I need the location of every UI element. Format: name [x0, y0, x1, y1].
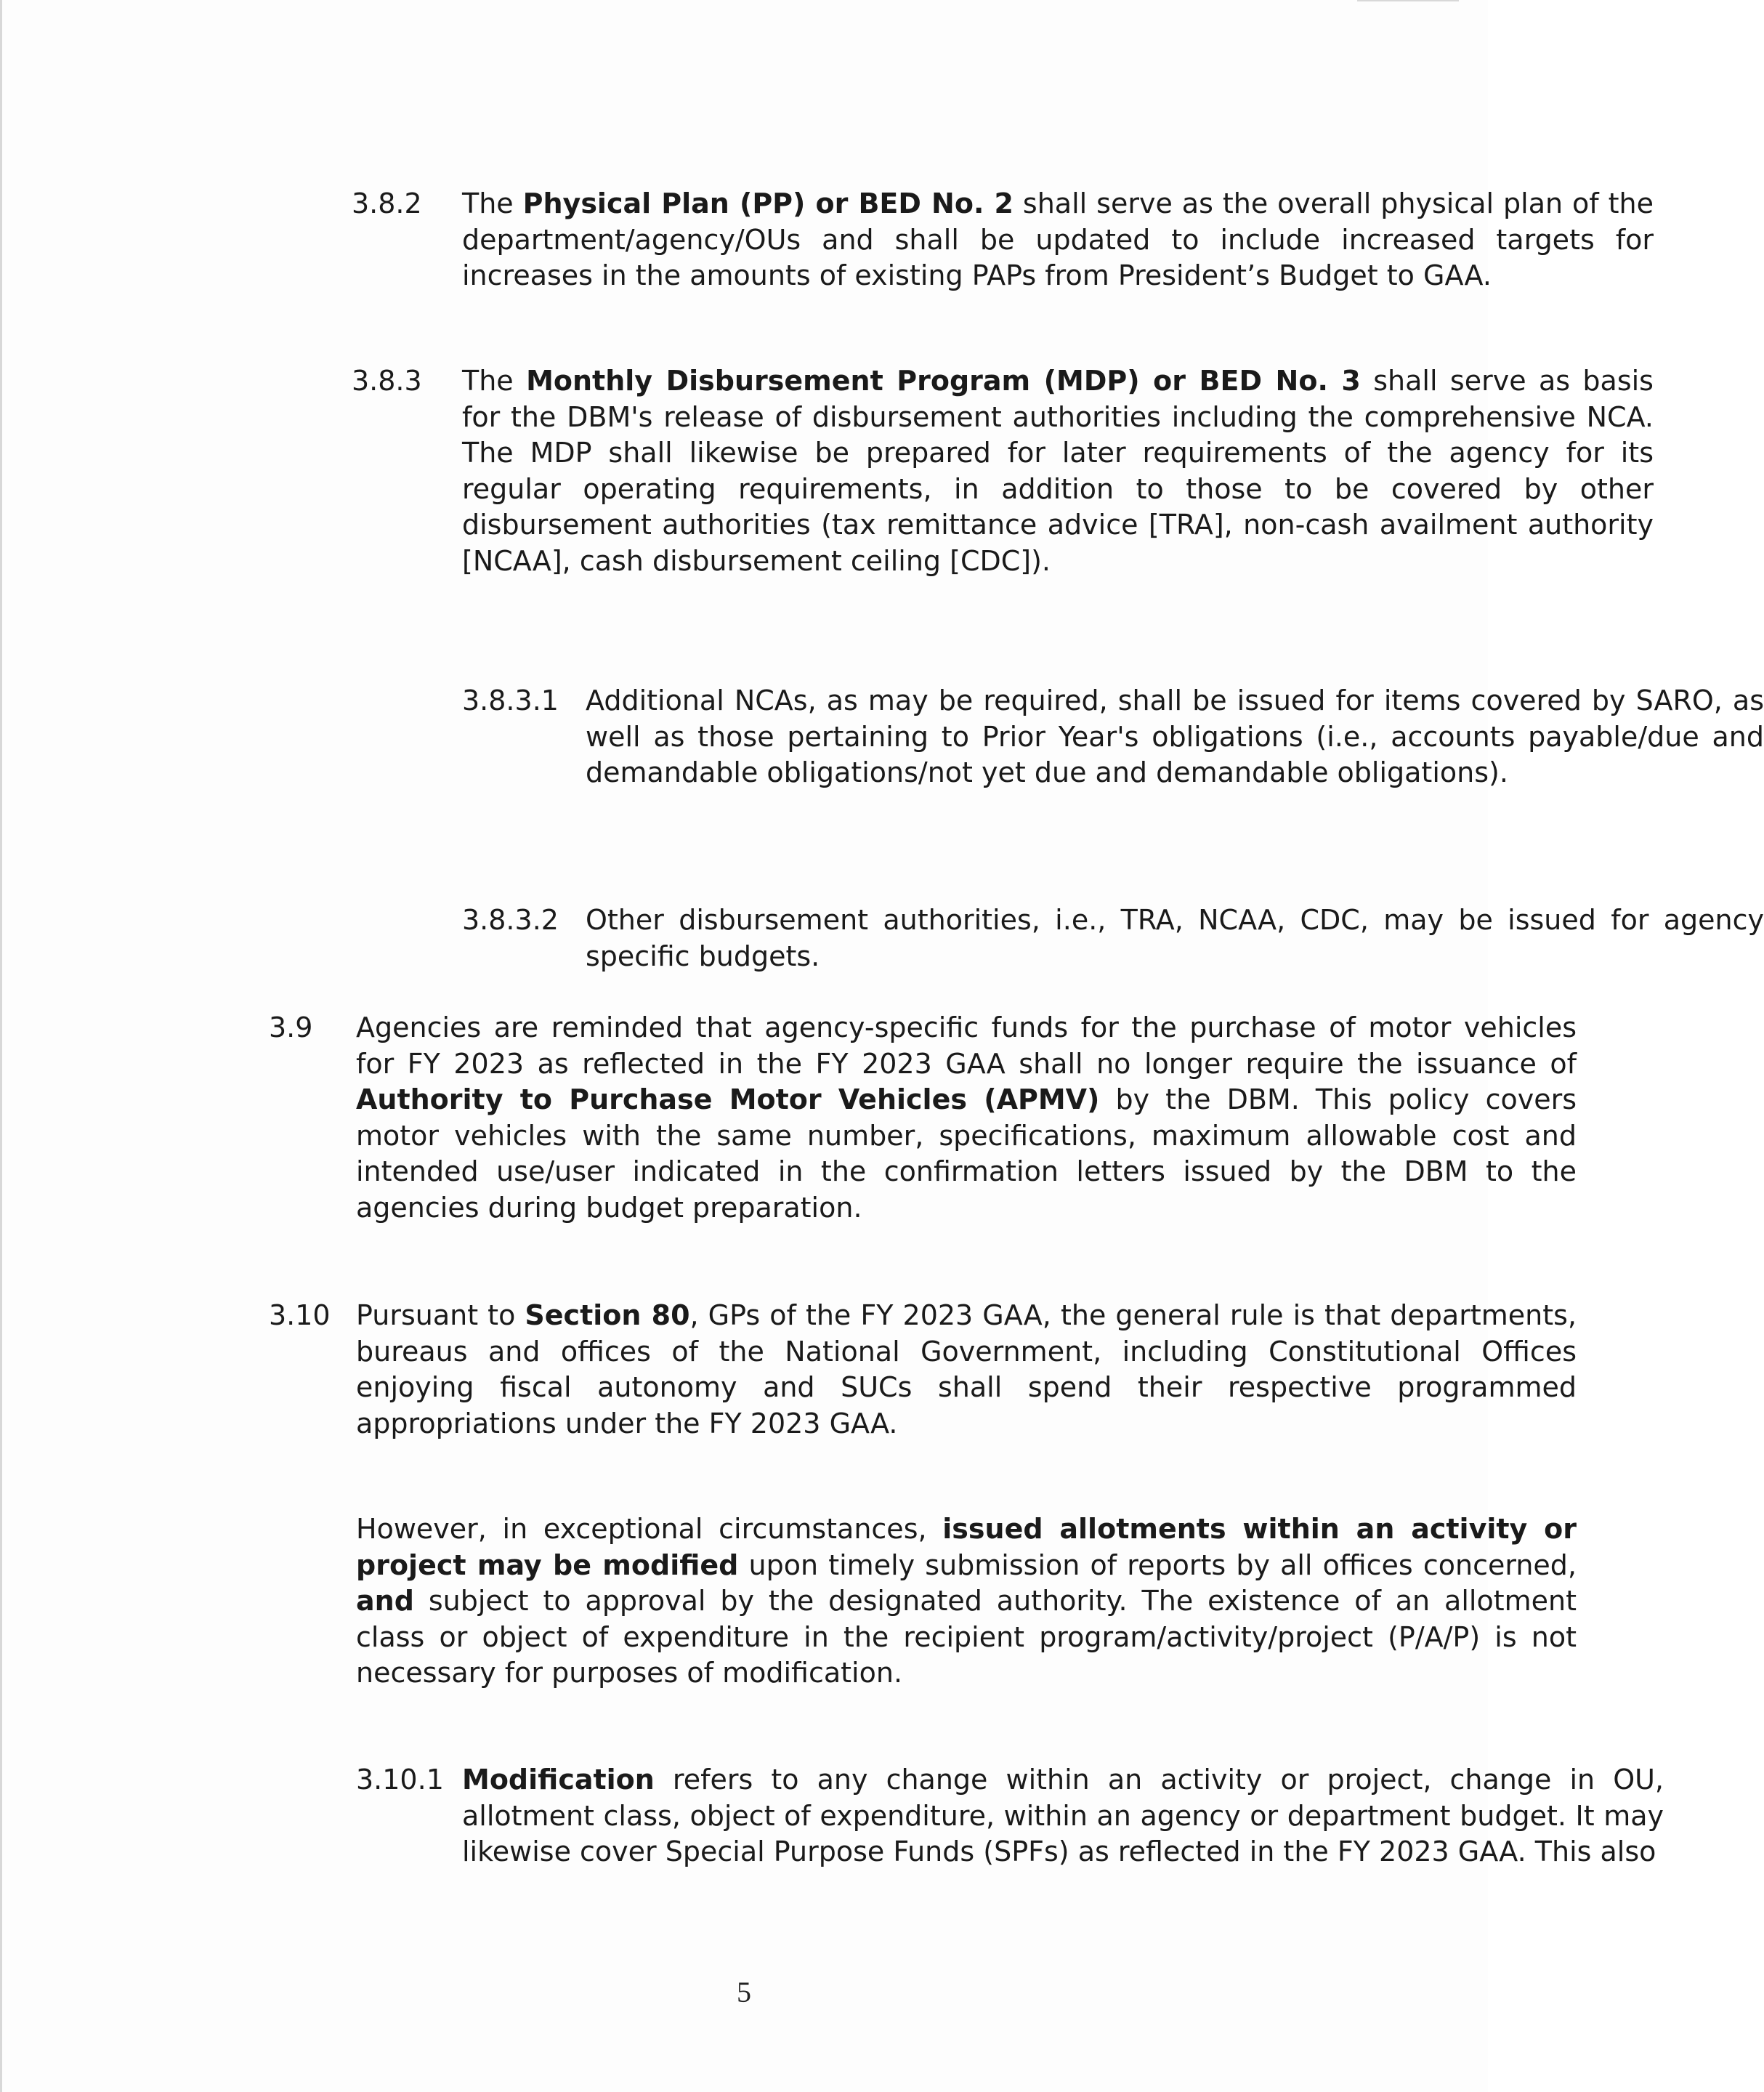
bold-text-run: Section 80 — [525, 1299, 690, 1331]
paragraph-text — [356, 1511, 1577, 1692]
text-run: Pursuant to — [356, 1299, 525, 1331]
text-run: by the DBM. This policy covers motor vehicles with the same number, specifications, maximum allowable cost and intended use/user indicated in the confirmation letters issued by the DBM to the agencies during budget preparation. — [356, 1083, 1577, 1224]
text-run: However, in exceptional circumstances, — [356, 1513, 943, 1545]
text-run: Additional NCAs, as may be required, shall be issued for items covered by SARO, as well as those pertaining to Prior Year's obligations (i.e., accounts payable/due and demandable obligations/not yet due and demandable obligations). — [586, 684, 1764, 789]
text-run: refers to any change within an activity or project, change in OU, allotment class, object of expenditure, within an agency or department budget. It may likewise cover Special Purpose Funds (SPFs) as reflected in the FY 2023 GAA. This also — [462, 1764, 1664, 1868]
paragraph-text — [462, 1762, 1664, 1870]
bold-text-run: Physical Plan (PP) or BED No. 2 — [522, 187, 1014, 219]
bold-text-run: Authority to Purchase Motor Vehicles (APMV) — [356, 1083, 1100, 1116]
page-number: 5 — [737, 1976, 751, 2008]
text-run: The — [462, 187, 523, 219]
paragraph-number: 3.8.3 — [352, 365, 422, 397]
paragraph-number: 3.9 — [269, 1011, 313, 1043]
paragraph-text — [462, 363, 1654, 580]
paragraph-text — [356, 1298, 1577, 1442]
text-run: upon timely submission of reports by all offices concerned, — [738, 1548, 1577, 1581]
paragraph-number: 3.10.1 — [356, 1764, 444, 1796]
paragraph-number: 3.8.2 — [352, 187, 422, 219]
text-run: subject to approval by the designated authority. The existence of an allotment class or object of expenditure in the recipient program/activity/project (P/A/P) is not necessary for purposes of modification. — [356, 1585, 1577, 1689]
bold-text-run: issued allotments within an activity or project may be modified — [356, 1513, 1577, 1581]
paragraph-number: 3.8.3.1 — [462, 684, 559, 716]
text-run: shall serve as the overall physical plan of the department/agency/OUs and shall be updated to include increased targets for increases in the amounts of existing PAPs from President’s Budget to GAA. — [462, 187, 1654, 292]
text-run: Other disbursement authorities, i.e., TRA, NCAA, CDC, may be issued for agency specific budgets. — [586, 904, 1764, 972]
paragraph-text — [586, 683, 1764, 791]
paragraph-text — [462, 186, 1654, 294]
bold-text-run: Modification — [462, 1764, 655, 1796]
text-run: The — [462, 365, 527, 397]
text-run: shall serve as basis for the DBM's release of disbursement authorities including the comprehensive NCA. The MDP shall likewise be prepared for later requirements of the agency for its regular operating requirements, in addition to those to be covered by other disbursement authorities (tax remittance advice [TRA], non-cash availment authority [NCAA], cash disbursement ceiling [CDC]). — [462, 365, 1654, 577]
paragraph-number: 3.8.3.2 — [462, 904, 559, 936]
text-run: , GPs of the FY 2023 GAA, the general rule is that departments, bureaus and offices of the National Government, including Constitutional Offices enjoying fiscal autonomy and SUCs shall spend their respective programmed appropriations under the FY 2023 GAA. — [356, 1299, 1577, 1439]
scan-top-mark — [1357, 0, 1459, 1]
paragraph-number: 3.10 — [269, 1299, 331, 1331]
scan-edge-line — [0, 0, 2, 2092]
text-run: Agencies are reminded that agency-specific funds for the purchase of motor vehicles for FY 2023 as reflected in the FY 2023 GAA shall no longer require the issuance of — [356, 1011, 1577, 1080]
paragraph-text — [356, 1010, 1577, 1227]
paragraph-text — [586, 902, 1764, 974]
bold-text-run: Monthly Disbursement Program (MDP) or BED No. 3 — [526, 365, 1361, 397]
bold-text-run: and — [356, 1585, 414, 1618]
